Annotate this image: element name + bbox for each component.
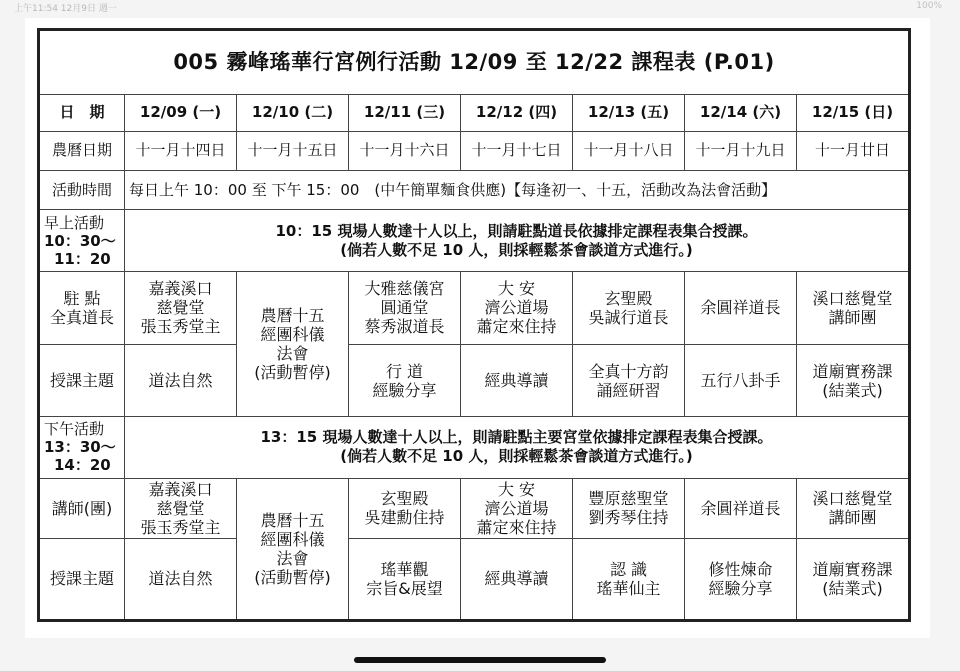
date-cell: 12/14 (六) — [685, 94, 797, 131]
date-cell: 12/13 (五) — [573, 94, 685, 131]
merged-ceremony-cell: 農曆十五 經團科儀 法會 (活動暫停) — [237, 478, 349, 620]
lecturer-cell: 大 安 濟公道場 蕭定來住持 — [461, 478, 573, 538]
morning-note: 10：15 現場人數達十人以上，則請駐點道長依據排定課程表集合授課。 (倘若人數不足 10 人，則採輕鬆茶會談道方式進行。) — [125, 210, 910, 272]
topic-cell: 經典導讀 — [461, 538, 573, 620]
resident-cell: 溪口慈覺堂 講師團 — [797, 271, 910, 344]
activity-time-row — [39, 171, 910, 210]
date-cell: 12/09 (一) — [125, 94, 237, 131]
topic-cell: 修性煉命 經驗分享 — [685, 538, 797, 620]
activity-time-header: 活動時間 — [39, 171, 125, 210]
topic-cell: 全真十方韵 誦經研習 — [573, 345, 685, 417]
date-cell: 12/11 (三) — [349, 94, 461, 131]
morning-activity-row — [39, 210, 910, 272]
battery-status: 100% — [916, 1, 942, 11]
resident-cell: 玄聖殿 吳誠行道長 — [573, 271, 685, 344]
schedule-image — [25, 18, 930, 638]
lunar-row — [39, 131, 910, 170]
date-cell: 12/12 (四) — [461, 94, 573, 131]
resident-header: 駐 點 全真道長 — [39, 271, 125, 344]
status-bar — [0, 0, 960, 14]
lunar-cell: 十一月廿日 — [797, 131, 910, 170]
topic-cell: 經典導讀 — [461, 345, 573, 417]
morning-topic-row — [39, 345, 910, 417]
lecturer-cell: 溪口慈覺堂 講師團 — [797, 478, 910, 538]
resident-row — [39, 271, 910, 344]
status-time: 上午11:54 12月9日 週一 — [14, 4, 117, 14]
resident-cell: 嘉義溪口 慈覺堂 張玉秀堂主 — [125, 271, 237, 344]
topic-cell: 行 道 經驗分享 — [349, 345, 461, 417]
schedule-table — [37, 28, 911, 622]
topic-cell: 道法自然 — [125, 345, 237, 417]
lunar-cell: 十一月十九日 — [685, 131, 797, 170]
activity-time-text: 每日上午 10：00 至 下午 15：00 (中午簡單麵食供應)【每逢初一、十五，活動改為法會活動】 — [125, 171, 910, 210]
lecturer-cell: 豐原慈聖堂 劉秀琴住持 — [573, 478, 685, 538]
afternoon-topic-row — [39, 538, 910, 620]
topic-cell: 瑤華觀 宗旨&展望 — [349, 538, 461, 620]
title-row — [39, 30, 910, 95]
lecturer-cell: 嘉義溪口 慈覺堂 張玉秀堂主 — [125, 478, 237, 538]
schedule-title: 005 霧峰瑤華行宮例行活動 12/09 至 12/22 課程表 (P.01) — [39, 30, 910, 95]
date-cell: 12/10 (二) — [237, 94, 349, 131]
topic-header: 授課主題 — [39, 345, 125, 417]
afternoon-activity-row — [39, 417, 910, 479]
lecturer-cell: 余圓祥道長 — [685, 478, 797, 538]
lunar-cell: 十一月十八日 — [573, 131, 685, 170]
resident-cell: 大 安 濟公道場 蕭定來住持 — [461, 271, 573, 344]
topic-cell: 五行八卦手 — [685, 345, 797, 417]
resident-cell: 余圓祥道長 — [685, 271, 797, 344]
topic-cell: 道廟實務課 (結業式) — [797, 345, 910, 417]
topic-header: 授課主題 — [39, 538, 125, 620]
afternoon-note: 13：15 現場人數達十人以上，則請駐點主要宮堂依據排定課程表集合授課。 (倘若人數不足 10 人，則採輕鬆茶會談道方式進行。) — [125, 417, 910, 479]
date-cell: 12/15 (日) — [797, 94, 910, 131]
home-indicator[interactable] — [354, 657, 606, 663]
lunar-header: 農曆日期 — [39, 131, 125, 170]
date-header: 日 期 — [39, 94, 125, 131]
topic-cell: 道廟實務課 (結業式) — [797, 538, 910, 620]
lunar-cell: 十一月十六日 — [349, 131, 461, 170]
topic-cell: 認 識 瑤華仙主 — [573, 538, 685, 620]
lunar-cell: 十一月十七日 — [461, 131, 573, 170]
lecturer-cell: 玄聖殿 吳建勳住持 — [349, 478, 461, 538]
merged-ceremony-cell: 農曆十五 經團科儀 法會 (活動暫停) — [237, 271, 349, 416]
resident-cell: 大雅慈儀宮 圓通堂 蔡秀淑道長 — [349, 271, 461, 344]
topic-cell: 道法自然 — [125, 538, 237, 620]
date-row — [39, 94, 910, 131]
lunar-cell: 十一月十四日 — [125, 131, 237, 170]
morning-activity-header: 早上活動 10：30～ 11：20 — [39, 210, 125, 272]
afternoon-activity-header: 下午活動 13：30～ 14：20 — [39, 417, 125, 479]
lunar-cell: 十一月十五日 — [237, 131, 349, 170]
lecturer-row — [39, 478, 910, 538]
lecturer-header: 講師(團) — [39, 478, 125, 538]
